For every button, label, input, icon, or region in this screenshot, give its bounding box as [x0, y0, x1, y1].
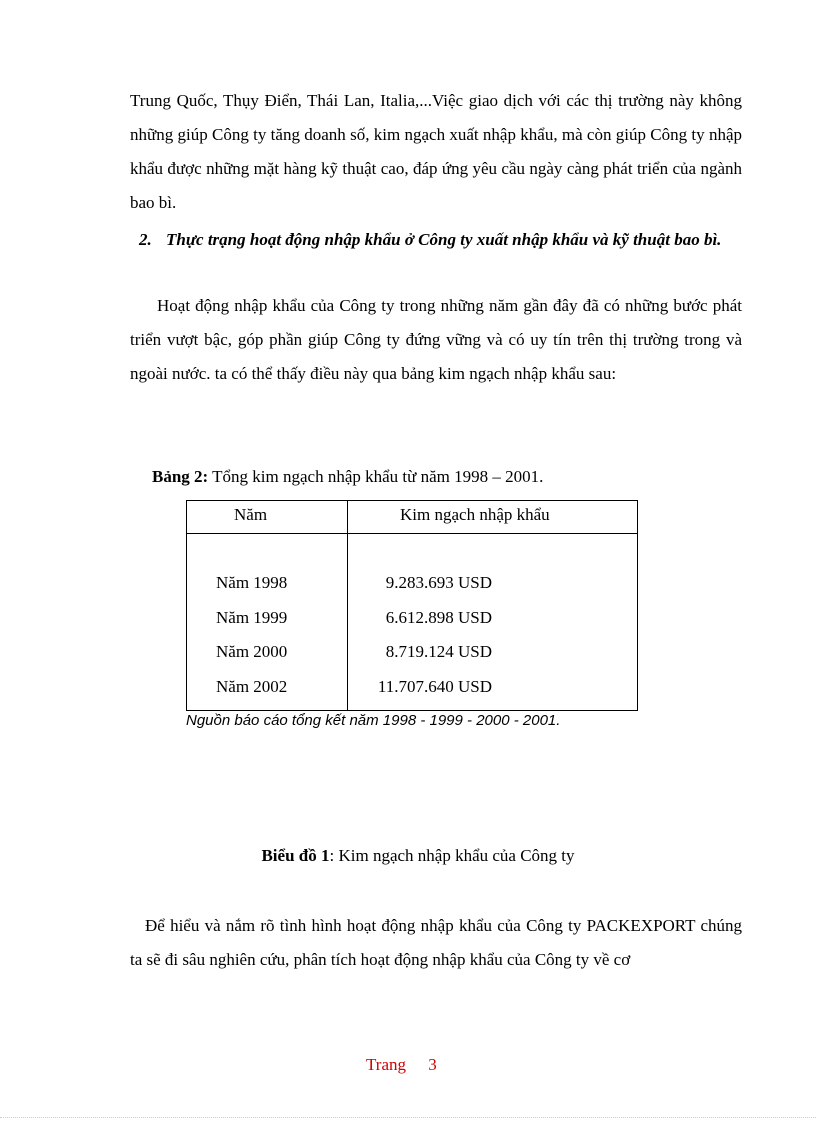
page-bottom-divider [0, 1117, 816, 1118]
column-header-year: Năm [187, 501, 348, 534]
table-cell-year: Năm 2002 [216, 676, 288, 696]
import-turnover-table [186, 500, 638, 711]
year-column [187, 534, 348, 711]
table-caption-text: Tổng kim ngạch nhập khẩu từ năm 1998 – 2001. [208, 467, 544, 486]
table-cell-value: 8.719.124 USD [385, 642, 492, 661]
section-number: 2. [139, 230, 152, 249]
section-heading [130, 223, 781, 257]
table-source-note: Nguồn báo cáo tổng kết năm 1998 - 1999 - 2000 - 2001. [186, 712, 561, 729]
page-footer [366, 1053, 437, 1077]
section-title: Thực trạng hoạt động nhập khẩu ở Công ty xuất nhập khẩu và kỹ thuật bao bì. [166, 230, 722, 249]
table-caption [152, 465, 543, 489]
chart-caption-label: Biểu đồ 1 [261, 846, 330, 865]
closing-paragraph: Để hiểu và nắm rõ tình hình hoạt động nhập khẩu của Công ty PACKEXPORT chúng ta sẽ đi sâu nghiên cứu, phân tích hoạt động nhập khẩu của Công ty về cơ [130, 916, 742, 969]
table-cell-year: Năm 1999 [216, 607, 288, 627]
turnover-column [348, 534, 638, 711]
table-cell-value: 11.707.640 USD [377, 676, 492, 696]
table-cell-value: 9.283.693 USD [385, 573, 492, 592]
column-header-turnover: Kim ngạch nhập khẩu [348, 501, 638, 534]
table-cell-year: Năm 2000 [216, 642, 288, 661]
table-cell-year: Năm 1998 [216, 573, 288, 592]
page-number: 3 [428, 1055, 437, 1074]
table-body-row [187, 534, 638, 711]
body-paragraph: Hoạt động nhập khẩu của Công ty trong những năm gần đây đã có những bước phát triển vượt bậc, góp phần giúp Công ty đứng vững và có uy tín trên thị trường trong và ngoài nước. ta có thể thấy điều này qua bảng kim ngạch nhập khẩu sau: [130, 296, 742, 383]
chart-caption [0, 844, 816, 868]
table-header-row [187, 501, 638, 534]
table-caption-label: Bảng 2: [152, 467, 209, 486]
chart-caption-text: : Kim ngạch nhập khẩu của Công ty [329, 846, 575, 865]
footer-label: Trang [366, 1055, 406, 1074]
intro-paragraph: Trung Quốc, Thụy Điển, Thái Lan, Italia,...Việc giao dịch với các thị trường này không những giúp Công ty tăng doanh số, kim ngạch xuất nhập khẩu, mà còn giúp Công ty nhập khẩu được những mặt hàng kỹ thuật cao, đáp ứng yêu cầu ngày càng phát triển của ngành bao bì. [130, 91, 742, 212]
table-cell-value: 6.612.898 USD [385, 607, 492, 627]
